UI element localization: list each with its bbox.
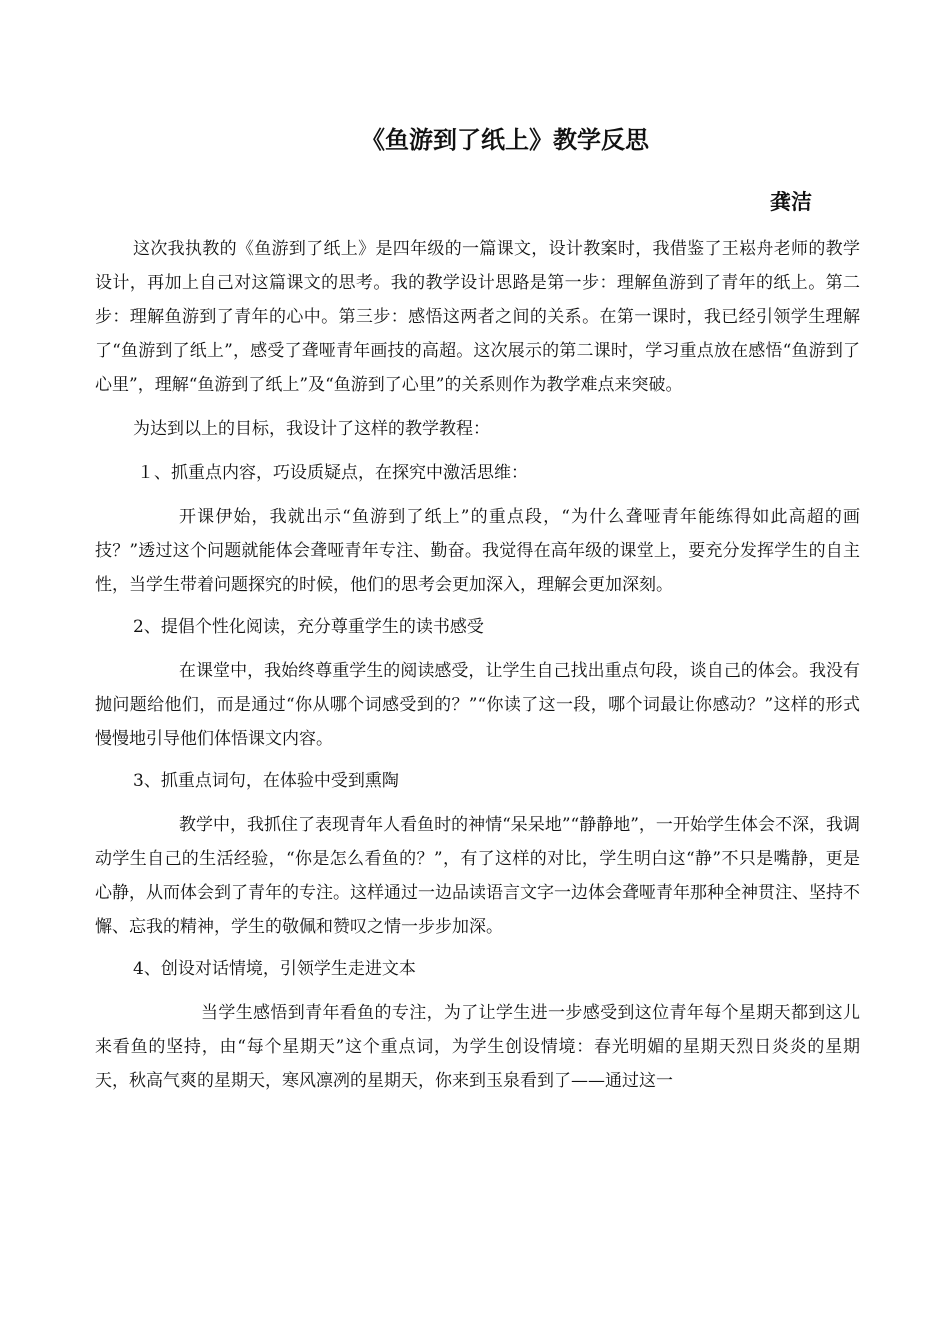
section-text-2: 在课堂中，我始终尊重学生的阅读感受，让学生自己找出重点句段，谈自己的体会。我没有抛问题给他们，而是通过“你从哪个词感受到的？”“你读了这一段，哪个词最让你感动？”这样的形式慢慢地引导他们体悟课文内容。: [95, 661, 860, 749]
section-heading-1: １、抓重点内容，巧设质疑点，在探究中激活思维：: [137, 463, 528, 483]
section-heading-2: 2、提倡个性化阅读，充分尊重学生的读书感受: [133, 617, 484, 637]
goal-paragraph: 为达到以上的目标，我设计了这样的教学教程：: [133, 419, 490, 439]
section-heading-3: 3、抓重点词句，在体验中受到熏陶: [133, 771, 399, 791]
section-text-1: 开课伊始，我就出示“鱼游到了纸上”的重点段，“为什么聋哑青年能练得如此高超的画技？”透过这个问题就能体会聋哑青年专注、勤奋。我觉得在高年级的课堂上，要充分发挥学生的自主性，当学生带着问题探究的时候，他们的思考会更加深入，理解会更加深刻。: [95, 507, 860, 595]
intro-paragraph: 这次我执教的《鱼游到了纸上》是四年级的一篇课文，设计教案时，我借鉴了王崧舟老师的教学设计，再加上自己对这篇课文的思考。我的教学设计思路是第一步：理解鱼游到了青年的纸上。第二步：理解鱼游到了青年的心中。第三步：感悟这两者之间的关系。在第一课时，我已经引领学生理解了“鱼游到了纸上”，感受了聋哑青年画技的高超。这次展示的第二课时，学习重点放在感悟“鱼游到了心里”，理解“鱼游到了纸上”及“鱼游到了心里”的关系则作为教学难点来突破。: [95, 239, 860, 395]
section-text-4: 当学生感悟到青年看鱼的专注，为了让学生进一步感受到这位青年每个星期天都到这儿来看鱼的坚持，由“每个星期天”这个重点词，为学生创设情境：春光明媚的星期天烈日炎炎的星期天，秋高气爽的星期天，寒风凛冽的星期天，你来到玉泉看到了——通过这一: [95, 1003, 860, 1091]
document-body: [95, 232, 860, 1098]
section-text-3: 教学中，我抓住了表现青年人看鱼时的神情“呆呆地”“静静地”，一开始学生体会不深，我调动学生自己的生活经验，“你是怎么看鱼的？”，有了这样的对比，学生明白这“静”不只是嘴静，更是心静，从而体会到了青年的专注。这样通过一边品读语言文字一边体会聋哑青年那种全神贯注、坚持不懈、忘我的精神，学生的敬佩和赞叹之情一步步加深。: [95, 815, 860, 937]
document-author: 龚洁: [770, 190, 812, 214]
section-heading-4: 4、创设对话情境，引领学生走进文本: [133, 959, 416, 979]
document-title: 《鱼游到了纸上》教学反思: [361, 126, 649, 154]
